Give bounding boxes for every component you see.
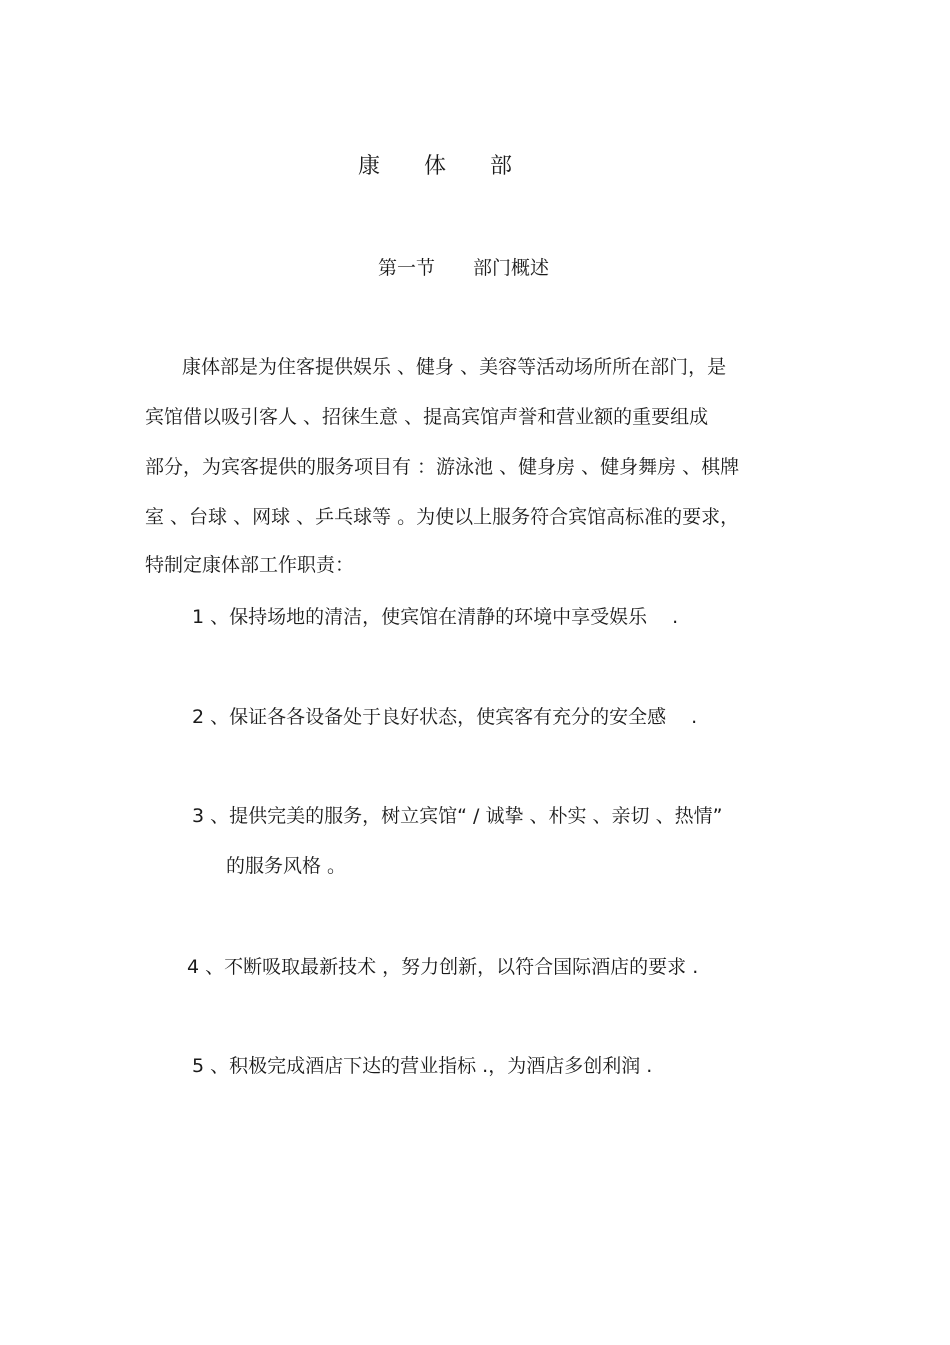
duty-item-3-continuation: 的服务风格 。 — [226, 855, 347, 877]
duty-item-4: 4 、不断吸取最新技术 ，努力创新，以符合国际酒店的要求 . — [187, 956, 699, 978]
duty-item-2: 2 、保证各各设备处于良好状态，使宾客有充分的安全感 . — [192, 706, 698, 728]
duty-item-5: 5 、积极完成酒店下达的营业指标 .，为酒店多创利润 . — [192, 1055, 653, 1077]
intro-line: 部分，为宾客提供的服务项目有 ：游泳池 、健身房 、健身舞房 、棋牌 — [145, 456, 740, 478]
intro-line: 特制定康体部工作职责： — [145, 554, 355, 576]
duty-item-1: 1 、保持场地的清洁，使宾馆在清静的环境中享受娱乐 . — [192, 606, 679, 628]
section-heading: 第一节 部门概述 — [378, 257, 550, 279]
intro-line: 康体部是为住客提供娱乐 、健身 、美容等活动场所所在部门，是 — [182, 356, 727, 378]
page-title: 康 体 部 — [358, 154, 513, 179]
intro-line: 宾馆借以吸引客人 、招徕生意 、提高宾馆声誉和营业额的重要组成 — [145, 406, 709, 428]
intro-line: 室 、台球 、网球 、乒乓球等 。为使以上服务符合宾馆高标准的要求， — [145, 506, 740, 528]
duty-item-3: 3 、提供完美的服务，树立宾馆“ / 诚挚 、朴实 、亲切 、热情” — [192, 805, 723, 827]
